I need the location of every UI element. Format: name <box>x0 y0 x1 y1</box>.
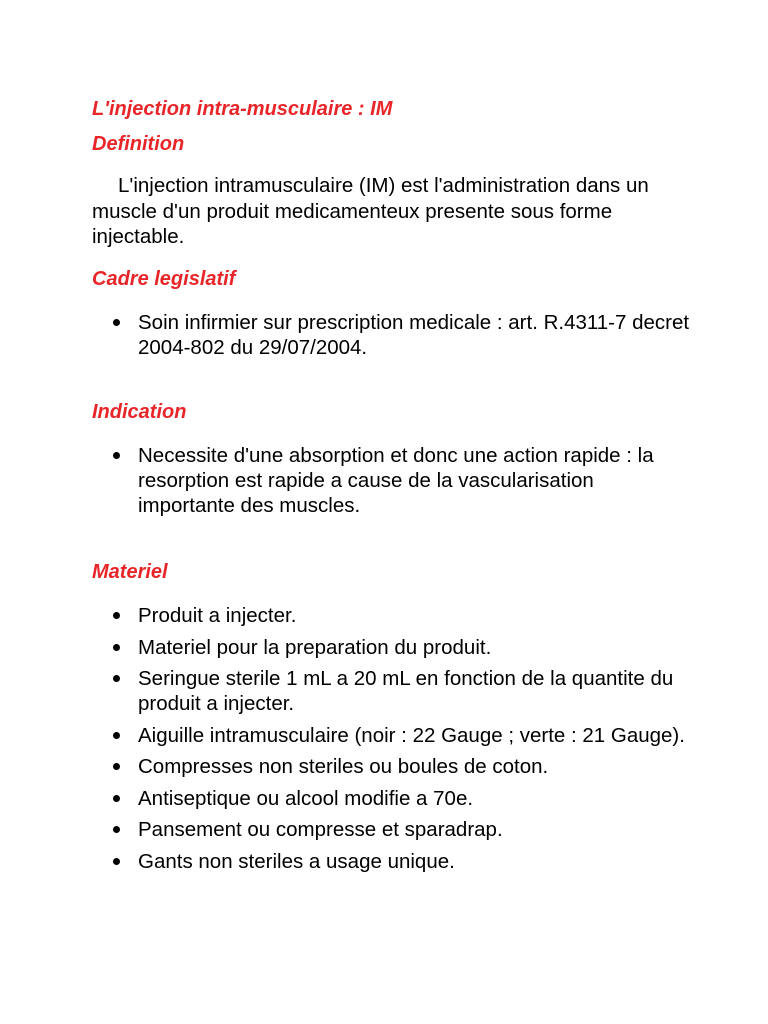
list-item: Pansement ou compresse et sparadrap. <box>92 817 692 842</box>
bullet-icon <box>113 826 120 833</box>
document-title: L'injection intra-musculaire : IM <box>92 98 393 120</box>
list-item: Necessite d'une absorption et donc une action rapide : la resorption est rapide a cause de la vascularisation importante des muscles. <box>92 443 692 518</box>
list-item: Compresses non steriles ou boules de coton. <box>92 754 692 779</box>
list-item: Materiel pour la preparation du produit. <box>92 635 692 660</box>
list-item: Seringue sterile 1 mL a 20 mL en fonction de la quantite du produit a injecter. <box>92 666 692 716</box>
cadre-legislatif-heading: Cadre legislatif <box>92 268 236 290</box>
bullet-icon <box>113 795 120 802</box>
indication-heading: Indication <box>92 401 187 423</box>
definition-heading: Definition <box>92 133 185 155</box>
definition-text: L'injection intramusculaire (IM) est l'administration dans un muscle d'un produit medicamenteux presente sous forme injectable. <box>92 174 649 248</box>
list-item: Produit a injecter. <box>92 603 692 628</box>
materiel-list <box>92 603 692 880</box>
cadre-legislatif-list <box>92 310 692 367</box>
bullet-icon <box>113 858 120 865</box>
list-item: Soin infirmier sur prescription medicale : art. R.4311-7 decret 2004-802 du 29/07/2004. <box>92 310 692 360</box>
bullet-icon <box>113 612 120 619</box>
list-item: Aiguille intramusculaire (noir : 22 Gauge ; verte : 21 Gauge). <box>92 723 692 748</box>
list-item: Gants non steriles a usage unique. <box>92 849 692 874</box>
materiel-heading: Materiel <box>92 561 168 583</box>
indication-list <box>92 443 692 525</box>
bullet-icon <box>113 319 120 326</box>
bullet-icon <box>113 644 120 651</box>
bullet-icon <box>113 732 120 739</box>
bullet-icon <box>113 675 120 682</box>
bullet-icon <box>113 452 120 459</box>
list-item: Antiseptique ou alcool modifie a 70e. <box>92 786 692 811</box>
bullet-icon <box>113 763 120 770</box>
